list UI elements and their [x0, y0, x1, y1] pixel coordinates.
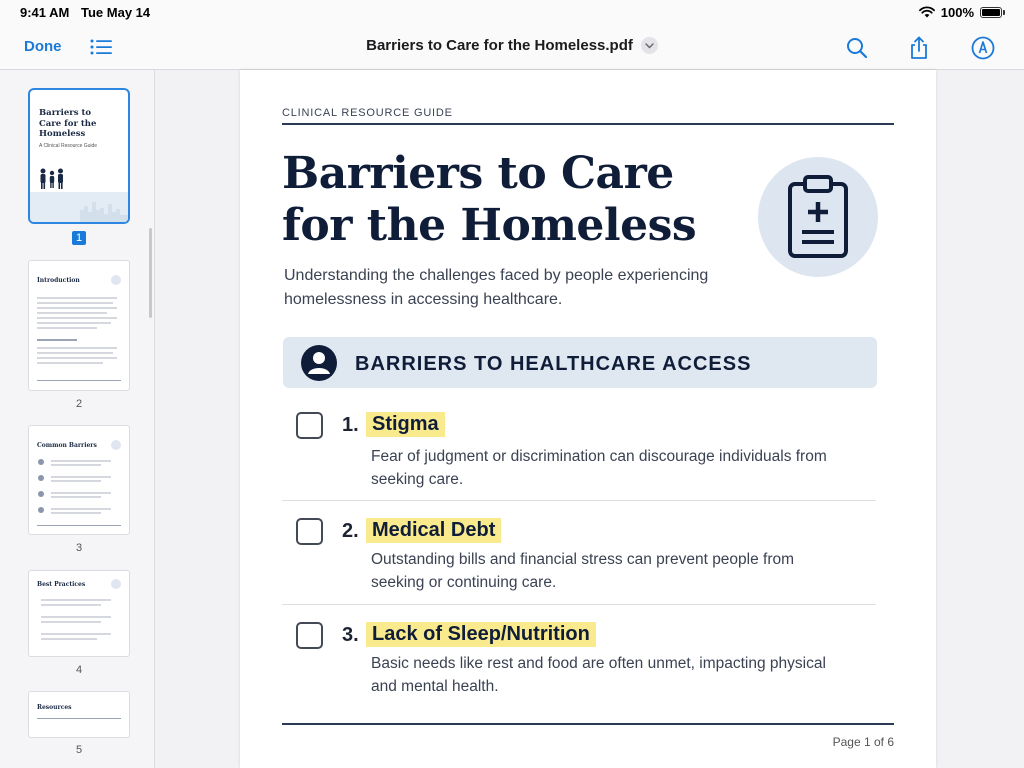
search-icon[interactable]: [844, 35, 870, 61]
bottom-rule: [282, 723, 894, 725]
pdf-page: [240, 70, 936, 768]
text-line: [37, 307, 117, 309]
document-title-bar: [0, 37, 1024, 54]
page-subtitle: Understanding the challenges faced by people experiencing homelessness in accessing healthcare.: [284, 267, 709, 308]
thumbnail-page-1[interactable]: [28, 88, 130, 224]
status-date: Tue May 14: [81, 4, 151, 20]
thumbnail-label-1: [28, 232, 130, 244]
thumbnail-sidebar[interactable]: [0, 70, 155, 768]
thumbnail-5-title: Resources: [37, 704, 72, 711]
item-divider: [282, 604, 876, 605]
text-line: [37, 347, 117, 349]
thumbnail-1-title-line-3: Homeless: [39, 129, 86, 139]
status-time: 9:41 AM: [20, 4, 70, 20]
chevron-down-icon[interactable]: [641, 37, 658, 54]
text-line: [41, 621, 101, 623]
heading-line: [37, 339, 77, 341]
text-line: [51, 480, 101, 482]
section-banner: [283, 337, 877, 388]
section-heading: BARRIERS TO HEALTHCARE ACCESS: [355, 353, 752, 375]
item-title: Lack of Sleep/Nutrition: [366, 622, 596, 647]
done-button[interactable]: Done: [24, 38, 62, 55]
share-icon[interactable]: [906, 35, 932, 61]
text-line: [51, 512, 101, 514]
list-icon[interactable]: [89, 36, 113, 58]
nav-bar: [0, 24, 1024, 70]
status-right: [919, 5, 1002, 20]
text-line: [37, 312, 107, 314]
wifi-icon: [919, 6, 935, 18]
text-line: [37, 357, 117, 359]
text-line: [41, 604, 101, 606]
thumbnail-label-3: 3: [75, 542, 83, 554]
text-line: [51, 492, 111, 494]
thumbnail-3-title: Common Barriers: [37, 442, 97, 449]
item-number: 1.: [342, 414, 359, 436]
item-description: Fear of judgment or discrimination can discourage individuals from seeking care.: [371, 448, 827, 488]
battery-icon: [980, 7, 1002, 18]
thumbnail-label-2: 2: [75, 398, 83, 410]
checkbox-sleep-nutrition[interactable]: [296, 622, 323, 649]
thumbnail-page-2[interactable]: [28, 260, 130, 391]
thumbnail-2-title: Introduction: [37, 277, 80, 284]
text-line: [37, 297, 117, 299]
bullet-icon: [38, 507, 44, 513]
markup-pen-icon[interactable]: [970, 35, 996, 61]
page-label-1: 1: [72, 231, 86, 245]
status-bar: [0, 0, 1024, 24]
text-line: [51, 476, 111, 478]
text-line: [41, 638, 97, 640]
bullet-icon: [38, 491, 44, 497]
text-line: [51, 496, 101, 498]
family-icon: [39, 168, 65, 190]
checkbox-stigma[interactable]: [296, 412, 323, 439]
item-description: Outstanding bills and financial stress can prevent people from seeking or continuing care.: [371, 551, 795, 591]
clipboard-medical-icon: [758, 157, 878, 277]
thumbnail-4-title: Best Practices: [37, 581, 86, 588]
thumbnail-page-4[interactable]: [28, 570, 130, 657]
thumbnail-1-subtitle: A Clinical Resource Guide: [39, 143, 98, 149]
text-line: [41, 599, 111, 601]
item-number: 2.: [342, 520, 359, 542]
text-line: [37, 317, 117, 319]
person-icon: [300, 344, 338, 382]
thumbnail-3-badge-icon: [111, 440, 121, 450]
item-number: 3.: [342, 624, 359, 646]
thumbnail-label-5: 5: [75, 744, 83, 756]
document-title-button[interactable]: [366, 37, 658, 54]
sidebar-scrollbar[interactable]: [149, 228, 152, 318]
text-line: [41, 616, 111, 618]
text-line: [37, 327, 97, 329]
thumbnail-4-badge-icon: [111, 579, 121, 589]
text-line: [37, 352, 113, 354]
page-title: Barriers to Care for the Homeless: [282, 148, 697, 251]
text-line: [37, 302, 113, 304]
item-title: Medical Debt: [366, 518, 501, 543]
barrier-item-1: [282, 412, 876, 492]
text-line: [37, 362, 103, 364]
item-title: Stigma: [366, 412, 445, 437]
page-indicator: Page 1 of 6: [832, 735, 894, 749]
item-divider: [282, 500, 876, 501]
text-line: [51, 460, 111, 462]
thumbnail-label-4: 4: [75, 664, 83, 676]
thumbnail-2-badge-icon: [111, 275, 121, 285]
battery-percent: 100%: [940, 4, 974, 20]
document-title: Barriers to Care for the Homeless.pdf: [366, 37, 633, 54]
footer-rule: [37, 380, 121, 381]
thumbnail-page-3[interactable]: [28, 425, 130, 535]
rule-line: [37, 718, 121, 719]
text-line: [41, 633, 111, 635]
thumbnail-1-title-line-1: Barriers to: [39, 108, 92, 118]
status-left: [20, 5, 158, 20]
text-line: [37, 322, 111, 324]
bullet-icon: [38, 459, 44, 465]
text-line: [51, 464, 101, 466]
eyebrow-label: CLINICAL RESOURCE GUIDE: [282, 107, 453, 119]
footer-rule: [37, 525, 121, 526]
battery-fill: [982, 9, 1000, 16]
top-rule: [282, 123, 894, 125]
text-line: [51, 508, 111, 510]
thumbnail-1-title: [39, 108, 96, 140]
thumbnail-1-title-line-2: Care for the: [39, 118, 97, 129]
barrier-item-2: [282, 518, 876, 598]
thumbnail-page-5[interactable]: [28, 691, 130, 738]
checkbox-medical-debt[interactable]: [296, 518, 323, 545]
item-description: Basic needs like rest and food are often unmet, impacting physical and mental health.: [371, 655, 826, 695]
bullet-icon: [38, 475, 44, 481]
barrier-item-3: [282, 622, 876, 702]
